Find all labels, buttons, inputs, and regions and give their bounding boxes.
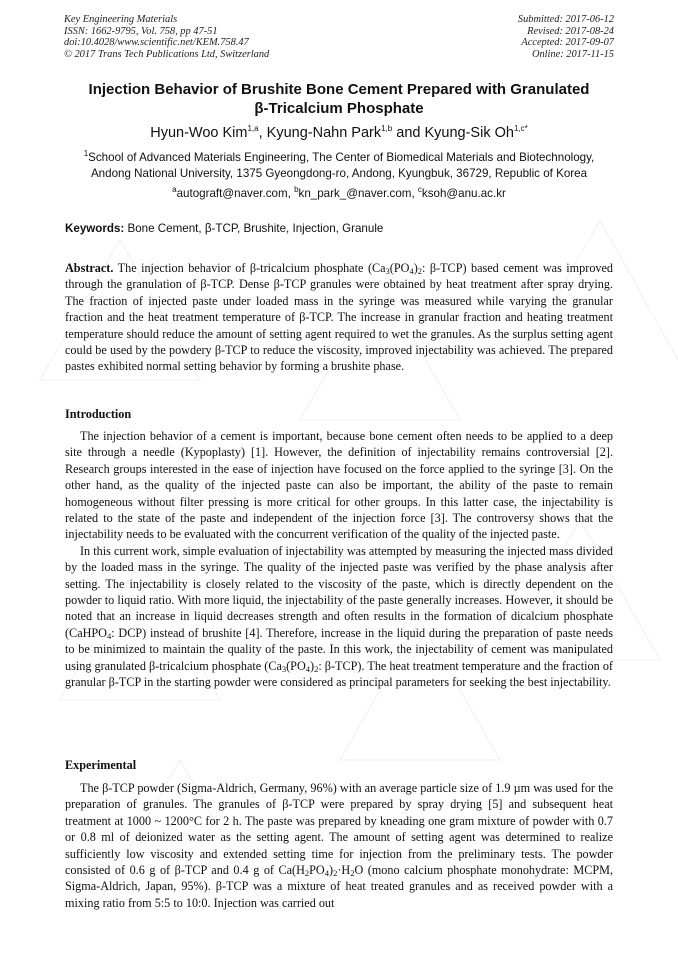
- keywords-label: Keywords:: [65, 222, 125, 235]
- author-name: Kyung-Nahn Park: [266, 125, 382, 141]
- email-superscript: b: [294, 185, 299, 195]
- experimental-heading: Experimental: [65, 758, 137, 772]
- paragraph-text: : β-TCP). The heat treatment temperature and the fraction of granular β-TCP in the starting powder were considered as principal parameters for seeking the best injectability.: [65, 658, 613, 690]
- subscript: 2: [314, 663, 319, 674]
- paper-title: [50, 80, 628, 118]
- paragraph-text: PO: [309, 863, 325, 878]
- submitted-date: Submitted: 2017-06-12: [517, 14, 614, 25]
- introduction-paragraph-1: The injection behavior of a cement is important, because bone cement often needs to be applied to a deep site through a needle (Kypoplasty) [1]. However, the definition of injectability remains controversial [2]. Research groups interested in the ease of injection have focused on the force applied to the syringe [3]. On the other hand, as the quality of the injected paste can also be important, the ability of the paste to remain homogeneous without filter pressing is more critical for other groups. In this latter case, the injectability is related to the state of the paste and independent of the injection force [3]. The controversy shows that the injectability needs to be evaluated with the concurrent verification of the quality of the injected paste.: [65, 429, 613, 542]
- email-link[interactable]: kn_park_@naver.com,: [298, 187, 418, 200]
- journal-header: [64, 14, 269, 60]
- keywords: [65, 221, 615, 236]
- author-superscript: 1,a: [247, 124, 259, 134]
- author-name: Kyung-Sik Oh: [424, 125, 514, 141]
- subscript: 4: [409, 266, 414, 276]
- experimental-section: [65, 780, 613, 911]
- author-superscript: 1,c*: [513, 124, 528, 134]
- subscript: 3: [281, 663, 287, 674]
- paragraph-text: ): [310, 658, 315, 673]
- paragraph-text: In this current work, simple evaluation of injectability was attempted by measuring the injected mass divided by the loaded mass in the syringe. The quality of the injected paste was verified by the phase analysis after setting. The injectability is closely related to the viscosity of the paste, which is directly dependent on the powder to liquid ratio. With more liquid, the injectability of the paste generally increases. However, it should be noted that an increase in liquid decreases strength and often results in the formation of dicalcium phosphate (CaHPO: [65, 543, 613, 640]
- introduction-heading: Introduction: [65, 407, 132, 421]
- experimental-paragraph-1: [65, 780, 613, 911]
- subscript: 2: [333, 868, 338, 879]
- accepted-date: Accepted: 2017-09-07: [521, 37, 614, 49]
- dates-header: [518, 14, 614, 60]
- subscript: 2: [417, 266, 422, 276]
- online-date: Online: 2017-11-15: [531, 48, 614, 60]
- paragraph-text: O (mono calcium phosphate monohydrate: MCPM, Sigma-Aldrich, Japan, 95%). β-TCP was a mixture of heat treated granules and as received powder with a mixing ratio from 5:5 to 10:0. Injection was carried out: [65, 863, 614, 910]
- subscript: 4: [324, 868, 329, 879]
- affiliation: [50, 150, 628, 181]
- affiliation-line-1: School of Advanced Materials Engineering, The Center of Biomedical Materials and Biotechnology,: [88, 151, 595, 164]
- subscript: 4: [106, 630, 112, 641]
- revised-date: Revised: 2017-08-24: [527, 25, 614, 37]
- journal-name: Key Engineering Materials: [64, 14, 178, 25]
- doi-line: doi:10.4028/www.scientific.net/KEM.758.47: [64, 37, 249, 49]
- paragraph-text: (PO: [286, 658, 306, 673]
- issn-line: ISSN: 1662-9795, Vol. 758, pp 47-51: [64, 25, 218, 37]
- author-emails: [0, 186, 678, 201]
- paragraph-text: : DCP) instead of brushite [4]. Therefore, increase in the liquid during the preparation of paste needs to be minimized to maintain the quality of the paste. In this work, the injectability of cement was manipulated using granulated β-tricalcium phosphate (Ca: [65, 625, 613, 673]
- introduction-paragraph-2: [65, 543, 613, 691]
- title-line-1: Injection Behavior of Brushite Bone Cement Prepared with Granulated: [88, 81, 590, 98]
- abstract-text: (PO: [389, 261, 410, 275]
- author-list: [0, 124, 678, 142]
- subscript: 4: [305, 663, 311, 674]
- author-separator: and: [392, 125, 425, 141]
- affiliation-superscript: 1: [83, 149, 89, 159]
- abstract-label: Abstract.: [65, 261, 114, 275]
- abstract: [65, 260, 613, 375]
- title-line-2: β-Tricalcium Phosphate: [254, 100, 424, 117]
- author-superscript: 1,b: [381, 124, 393, 134]
- paragraph-text: The β-TCP powder (Sigma-Aldrich, Germany, 96%) with an average particle size of 1.9 µm was used for the preparation of granules. The granules of β-TCP were prepared by spray drying [5] and subsequent heat treatment at 1000 ~ 1200°C for 2 h. The paste was prepared by kneading one gram mixture of powder with 0.7 or 0.8 ml of deionized water as the setting agent. The amount of setting agent was determined to realize sufficiently low viscosity and extended setting time for injection from the preliminary tests. The powder consisted of 0.6 g of β-TCP and 0.4 g of Ca(H: [65, 781, 613, 878]
- abstract-text: : β-TCP) based cement was improved through the granulation of β-TCP. Dense β-TCP granules were obtained by heat treatment after spray drying. The fraction of injected paste under loaded mass in the syringe was measured while varying the granular fraction and the heat treatment temperature of β-TCP. The increase in granular fraction and heating treatment temperature should reduce the amount of setting agent required to wet the granules. As the surplus setting agent could be used by the powdery β-TCP to reduce the viscosity, improved injectability was achieved. The prepared pastes exhibited normal setting behavior by forming a brushite phase.: [65, 261, 614, 374]
- abstract-text: The injection behavior of β-tricalcium phosphate (Ca: [113, 261, 386, 275]
- author-separator: ,: [258, 125, 267, 141]
- subscript: 2: [304, 868, 310, 879]
- subscript: 2: [350, 868, 355, 879]
- email-superscript: c: [417, 185, 422, 195]
- introduction-section: [65, 428, 613, 691]
- author-name: Hyun-Woo Kim: [150, 125, 248, 141]
- email-superscript: a: [172, 185, 177, 195]
- paragraph-text: ·H: [337, 863, 351, 878]
- subscript: 3: [385, 266, 390, 276]
- affiliation-line-2: Andong National University, 1375 Gyeongdong-ro, Andong, Kyungbuk, 36729, Republic of Korea: [90, 166, 588, 180]
- abstract-text: ): [413, 261, 418, 275]
- email-link[interactable]: ksoh@anu.ac.kr: [421, 187, 506, 200]
- email-link[interactable]: autograft@naver.com,: [176, 187, 295, 200]
- keywords-text: Bone Cement, β-TCP, Brushite, Injection, Granule: [124, 222, 384, 235]
- copyright-line: © 2017 Trans Tech Publications Ltd, Switzerland: [64, 48, 270, 60]
- paragraph-text: ): [329, 863, 334, 878]
